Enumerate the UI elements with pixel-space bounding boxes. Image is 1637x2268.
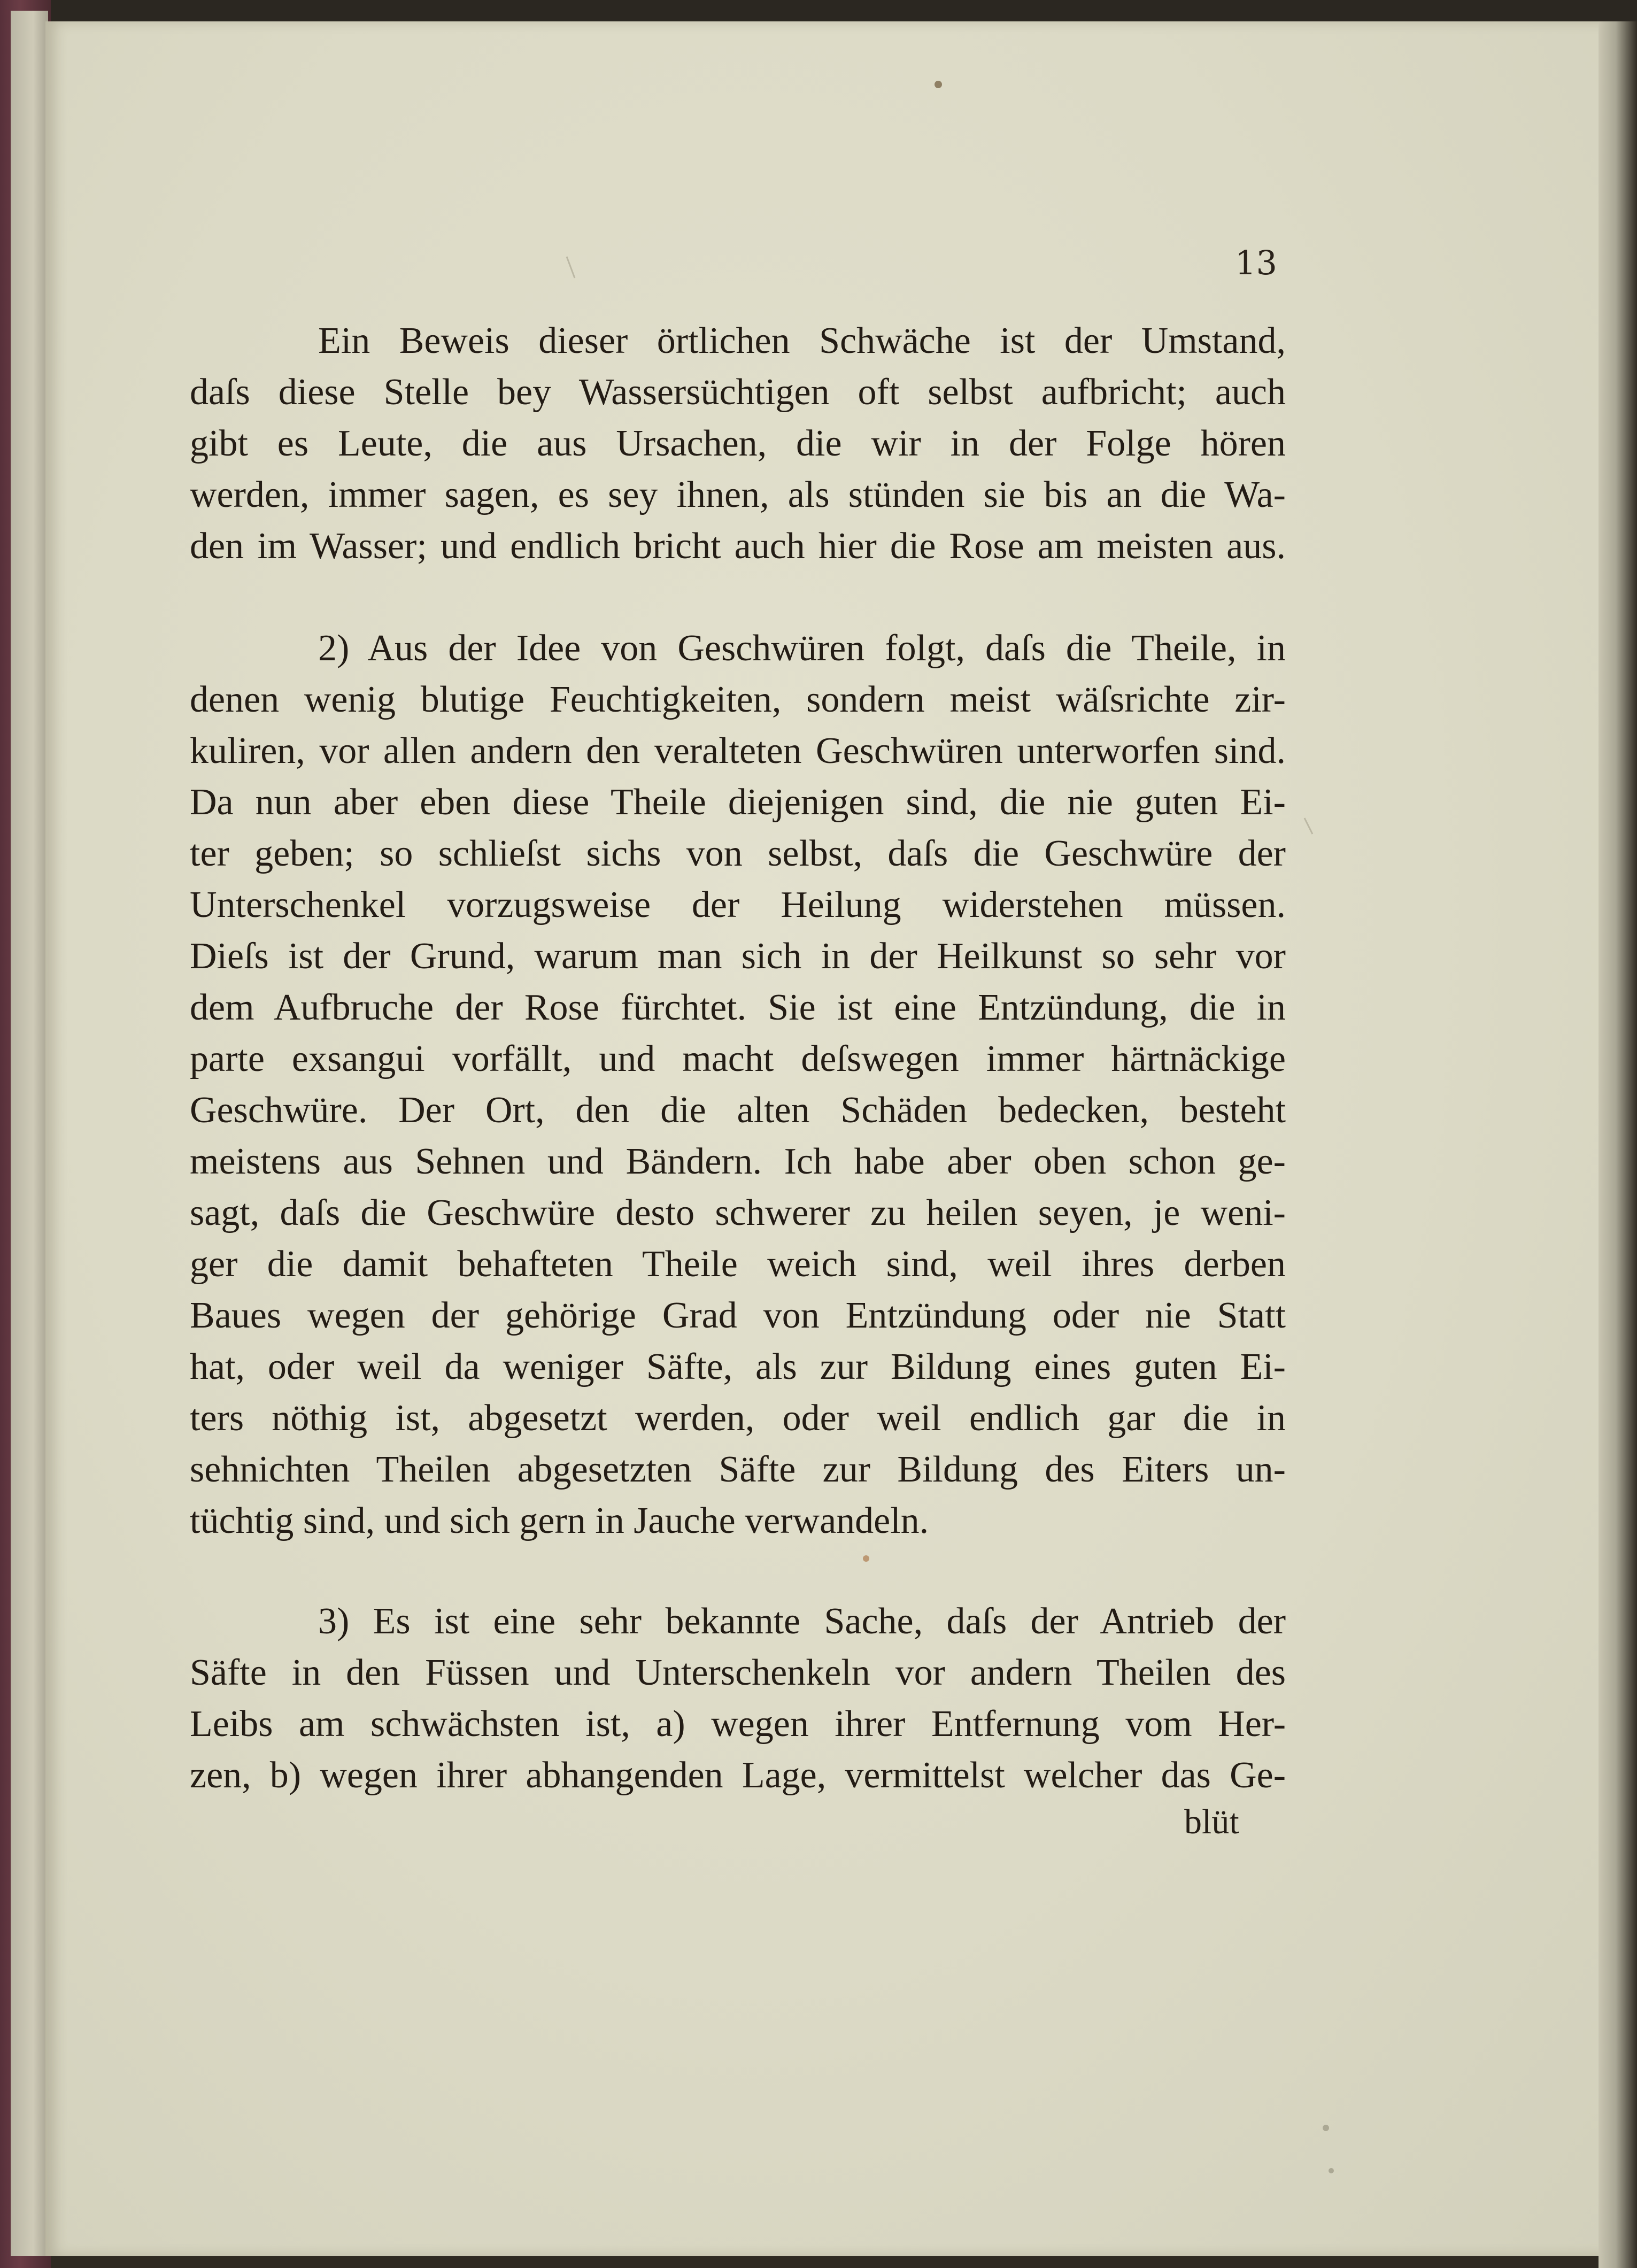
text-line: ter geben; so schlieſst sichs von selbst, daſs die Geschwüre der [190,833,1286,874]
text-line: daſs diese Stelle bey Wassersüchtigen oft selbst aufbricht; auch [190,372,1286,413]
paragraph-1 [190,315,1286,572]
text-line: hat, oder weil da weniger Säfte, als zur Bildung eines guten Ei- [190,1346,1286,1387]
text-line: Dieſs ist der Grund, warum man sich in der Heilkunst so sehr vor [190,936,1286,977]
text-line: tüchtig sind, und sich gern in Jauche verwandeln. [190,1500,929,1541]
text-line: dem Aufbruche der Rose fürchtet. Sie ist eine Entzündung, die in [190,987,1286,1028]
text-line: denen wenig blutige Feuchtigkeiten, sondern meist wäſsrichte zir- [190,679,1286,720]
text-line: Säfte in den Füssen und Unterschenkeln vor andern Theilen des [190,1652,1286,1693]
text-line: ger die damit behafteten Theile weich sind, weil ihres derben [190,1244,1286,1285]
catchword: blüt [1184,1802,1239,1841]
text-line: Baues wegen der gehörige Grad von Entzündung oder nie Statt [190,1295,1286,1336]
text-line: Da nun aber eben diese Theile diejenigen sind, die nie guten Ei- [190,782,1286,823]
text-line: ters nöthig ist, abgesetzt werden, oder weil endlich gar die in [190,1398,1286,1439]
text-line: meistens aus Sehnen und Bändern. Ich habe aber oben schon ge- [190,1141,1286,1182]
paper-scratch [567,257,575,278]
text-line: Geschwüre. Der Ort, den die alten Schäden bedecken, besteht [190,1090,1286,1131]
paper-speck [1323,2125,1329,2131]
text-line: 2) Aus der Idee von Geschwüren folgt, daſs die Theile, in [318,628,1286,669]
text-line: werden, immer sagen, es sey ihnen, als stünden sie bis an die Wa- [190,474,1286,515]
paper-scratch [1304,818,1312,834]
page-number: 13 [1235,243,1277,282]
text-line: sagt, daſs die Geschwüre desto schwerer zu heilen seyen, je weni- [190,1192,1286,1233]
text-line: kuliren, vor allen andern den veralteten Geschwüren unterworfen sind. [190,730,1286,772]
text-line: gibt es Leute, die aus Ursachen, die wir in der Folge hören [190,423,1286,464]
text-line: Ein Beweis dieser örtlichen Schwäche ist der Umstand, [318,320,1286,361]
paragraph-2 [190,623,1286,1547]
text-line: 3) Es ist eine sehr bekannte Sache, daſs der Antrieb der [318,1601,1286,1642]
text-line: den im Wasser; und endlich bricht auch hier die Rose am meisten aus. [190,526,1286,567]
text-line: parte exsangui vorfällt, und macht deſswegen immer härtnäckige [190,1038,1286,1079]
text-line: sehnichten Theilen abgesetzten Säfte zur Bildung des Eiters un- [190,1449,1286,1490]
paper-speck [935,81,942,88]
text-line: Leibs am schwächsten ist, a) wegen ihrer Entfernung vom Her- [190,1703,1286,1745]
paragraph-3 [190,1596,1286,1801]
text-line: zen, b) wegen ihrer abhangenden Lage, vermittelst welcher das Ge- [190,1755,1286,1796]
paper-speck [1329,2168,1334,2173]
paper-speck [863,1555,869,1562]
text-line: Unterschenkel vorzugsweise der Heilung widerstehen müssen. [190,884,1286,925]
